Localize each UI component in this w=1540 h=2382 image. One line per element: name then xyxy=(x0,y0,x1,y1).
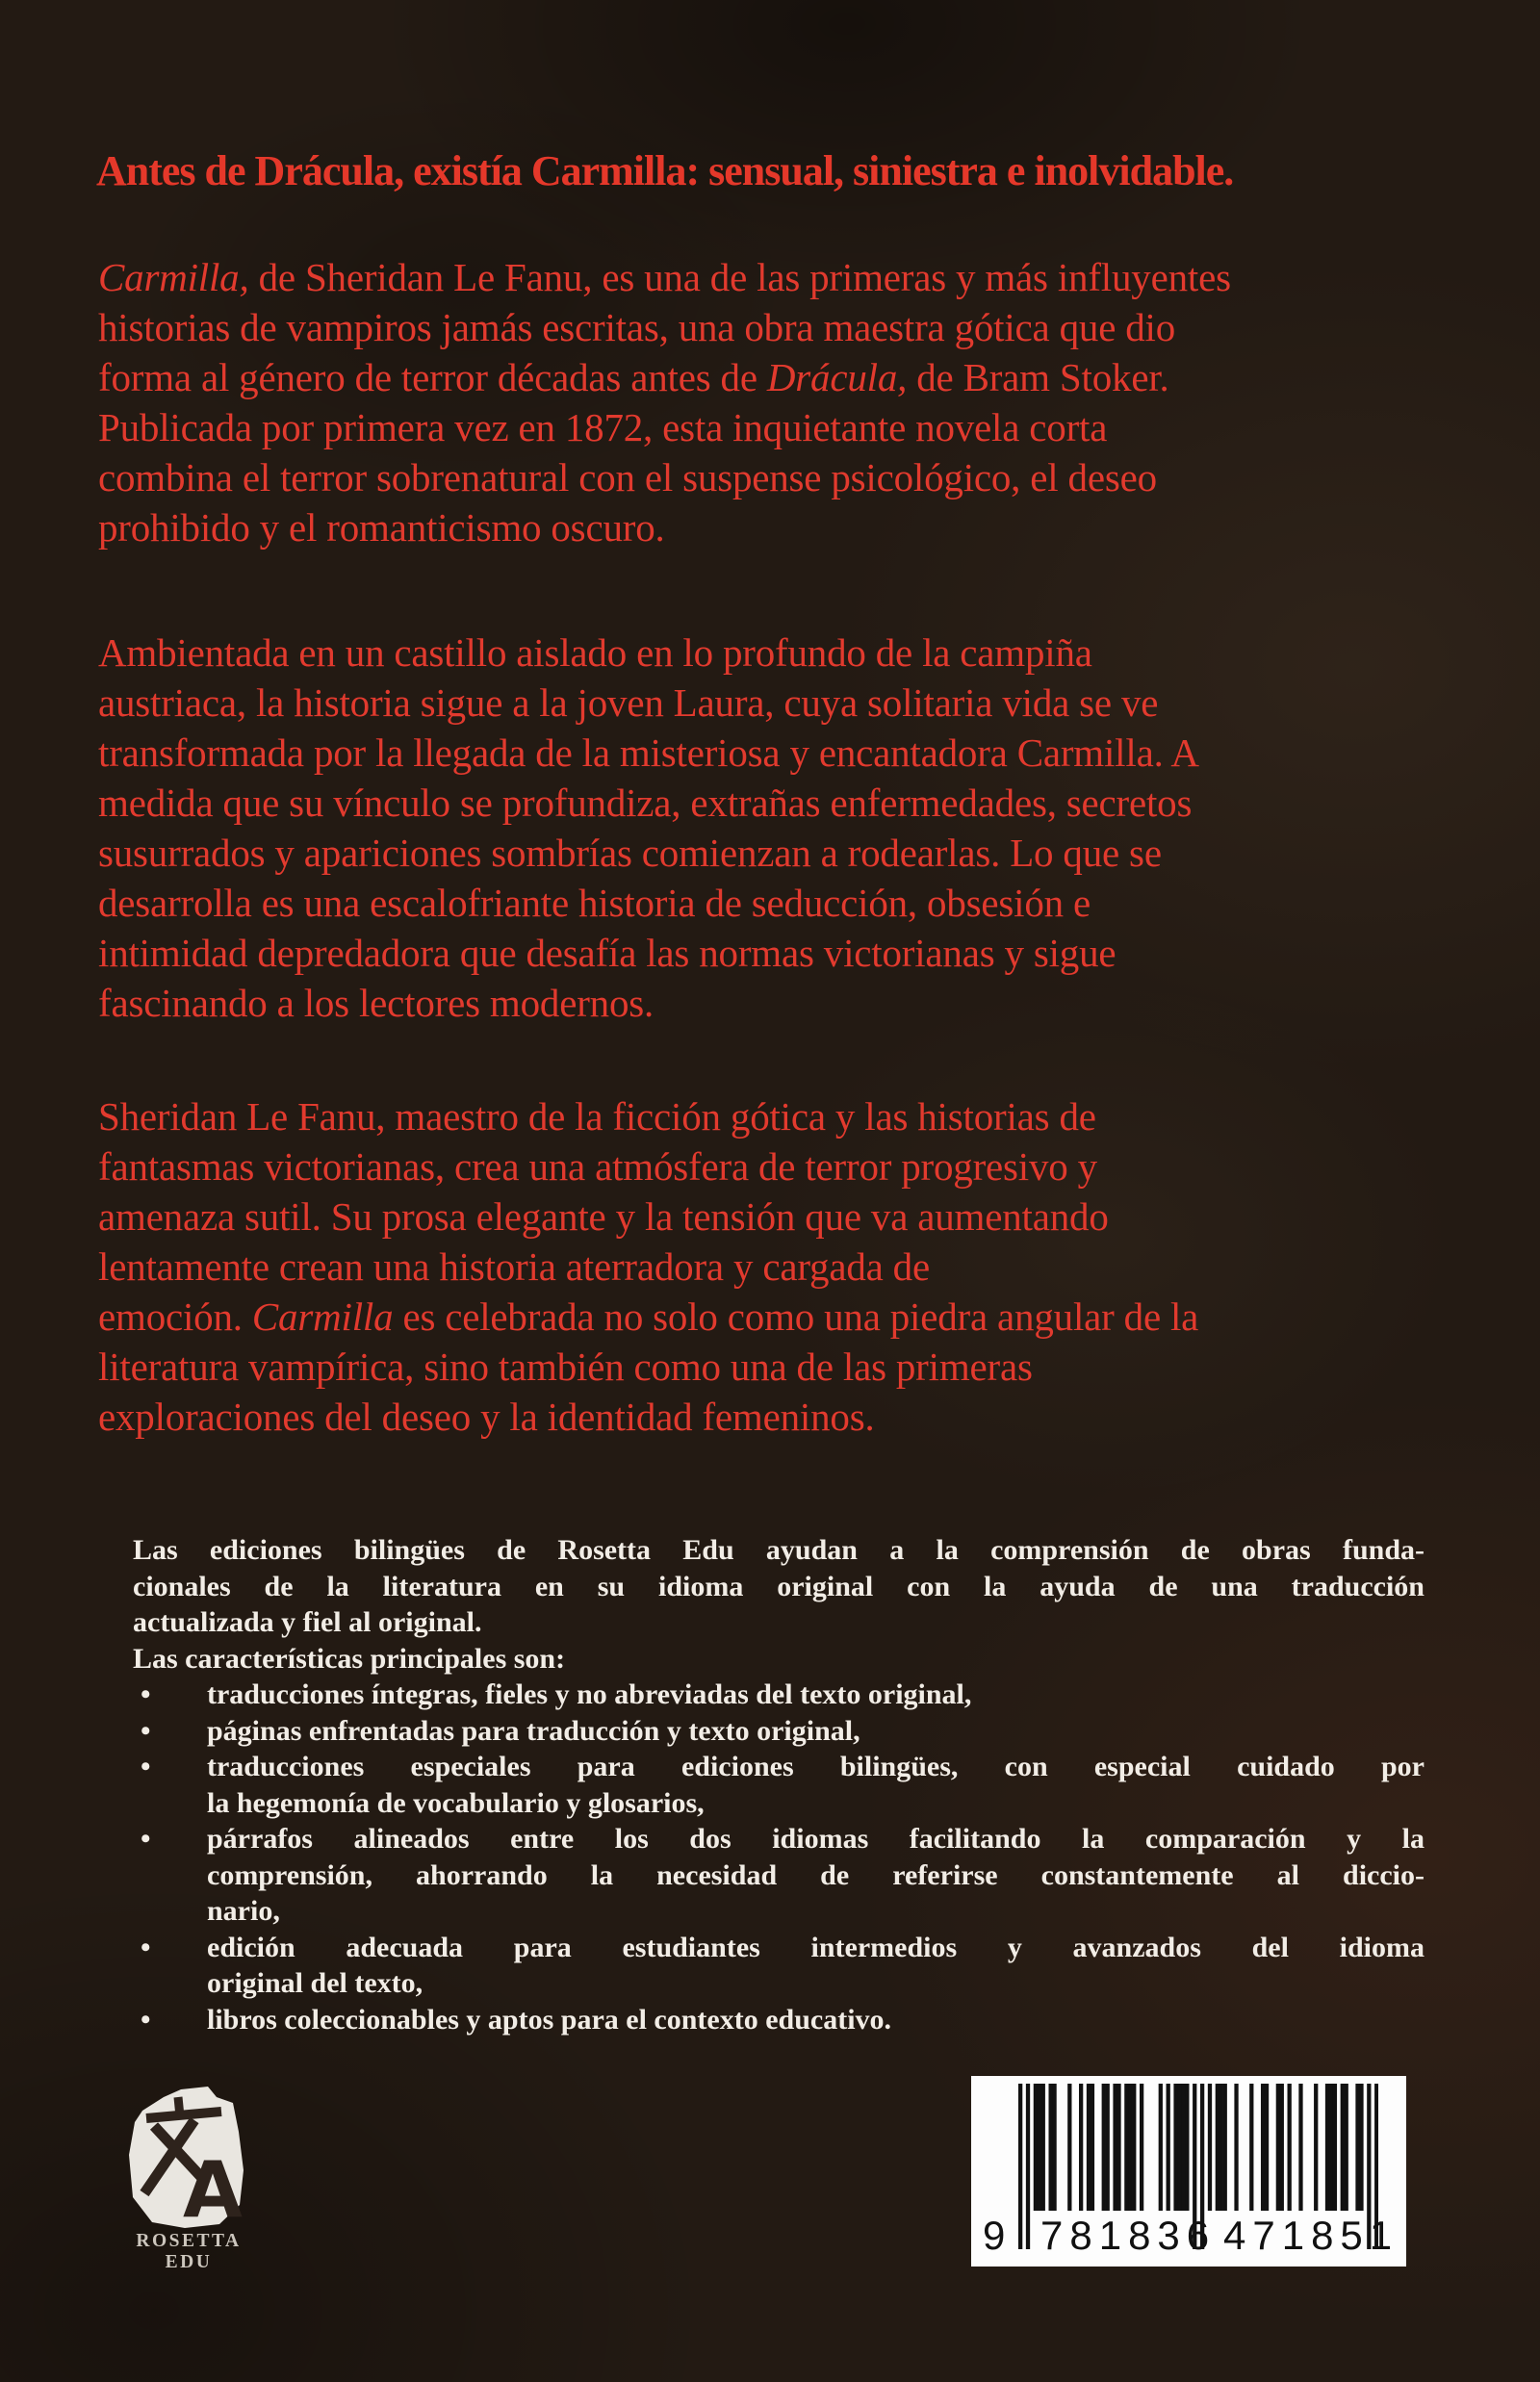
text-line: emoción. Carmilla es celebrada no solo como una piedra angular de la xyxy=(98,1294,1199,1339)
info-line xyxy=(133,1569,1424,1605)
svg-text:A: A xyxy=(183,2145,243,2234)
info-line xyxy=(133,1785,1424,1822)
text-line: intimidad depredadora que desafía las normas victorianas y sigue xyxy=(98,931,1116,975)
info-line-text: Las características principales son: xyxy=(133,1642,566,1675)
bullet-icon: • xyxy=(141,1678,151,1710)
text-line: Ambientada en un castillo aislado en lo profundo de la campiña xyxy=(98,630,1092,675)
info-line xyxy=(133,1893,1424,1930)
text-line: susurrados y apariciones sombrías comienzan a rodearlas. Lo que se xyxy=(98,831,1162,875)
bullet-item xyxy=(133,1749,1424,1785)
text-line: austriaca, la historia sigue a la joven Laura, cuya solitaria vida se ve xyxy=(98,680,1159,725)
text-line: lentamente crean una historia aterradora y cargada de xyxy=(98,1244,930,1289)
text-line: desarrolla es una escalofriante historia de seducción, obsesión e xyxy=(98,881,1091,925)
info-line-text: original del texto, xyxy=(207,1967,424,1999)
info-line xyxy=(133,1641,1424,1678)
text-line: combina el terror sobrenatural con el suspense psicológico, el deseo xyxy=(98,455,1157,499)
bullet-icon: • xyxy=(141,1931,151,1963)
info-line-text: Las ediciones bilingües de Rosetta Edu ayudan a la comprensión de obras funda- xyxy=(133,1534,1424,1566)
bullet-item xyxy=(133,2002,1424,2038)
info-line-text: libros coleccionables y aptos para el contexto educativo. xyxy=(207,2003,892,2036)
info-line-text: páginas enfrentadas para traducción y texto original, xyxy=(207,1714,860,1747)
text-line: amenaza sutil. Su prosa elegante y la tensión que va aumentando xyxy=(98,1194,1109,1239)
synopsis-paragraph xyxy=(98,1091,1469,1442)
bullet-item xyxy=(133,1713,1424,1750)
info-line-text: nario, xyxy=(207,1895,280,1927)
isbn-digit-group1: 781836 xyxy=(1040,2213,1217,2258)
text-line: Carmilla, de Sheridan Le Fanu, es una de las primeras y más influyentes xyxy=(98,255,1231,299)
bullet-icon: • xyxy=(141,1714,151,1747)
text-line: literatura vampírica, sino también como una de las primeras xyxy=(98,1345,1033,1389)
info-line xyxy=(133,1532,1424,1569)
info-line xyxy=(133,1604,1424,1641)
info-line-text: comprensión, ahorrando la necesidad de referirse constantemente al diccio- xyxy=(207,1858,1424,1891)
rosetta-edu-logo xyxy=(125,2082,252,2234)
translate-icon xyxy=(125,2082,252,2234)
text-line: medida que su vínculo se profundiza, extrañas enfermedades, secretos xyxy=(98,781,1193,825)
info-line-text: edición adecuada para estudiantes intermedios y avanzados del idioma xyxy=(207,1931,1424,1963)
text-line: fascinando a los lectores modernos. xyxy=(98,981,654,1025)
edition-info xyxy=(133,1532,1424,2037)
text-line: prohibido y el romanticismo oscuro. xyxy=(98,505,665,550)
text-line: forma al género de terror décadas antes de Drácula, de Bram Stoker. xyxy=(98,355,1169,399)
tagline: Antes de Drácula, existía Carmilla: sensual, siniestra e inolvidable. xyxy=(96,147,1234,194)
text-line: fantasmas victorianas, crea una atmósfera de terror progresivo y xyxy=(98,1144,1097,1189)
text-line: historias de vampiros jamás escritas, una obra maestra gótica que dio xyxy=(98,305,1176,349)
info-line-text: traducciones especiales para ediciones bilingües, con especial cuidado por xyxy=(207,1751,1424,1782)
isbn-barcode xyxy=(971,2076,1406,2267)
info-line-text: actualizada y fiel al original. xyxy=(133,1606,482,1638)
isbn-digit-group2: 471851 xyxy=(1223,2213,1399,2258)
info-line-text: la hegemonía de vocabulario y glosarios, xyxy=(207,1786,705,1819)
bullet-icon: • xyxy=(141,1751,151,1782)
text-line: transformada por la llegada de la misteriosa y encantadora Carmilla. A xyxy=(98,730,1199,775)
info-line xyxy=(133,1965,1424,2002)
bullet-icon: • xyxy=(141,2003,151,2036)
synopsis-paragraph xyxy=(98,628,1469,1028)
bullet-item xyxy=(133,1821,1424,1857)
info-line-text: cionales de la literatura en su idioma original con la ayuda de una traducción xyxy=(133,1570,1424,1602)
isbn-digit-lead: 9 xyxy=(983,2213,1006,2258)
bullet-item xyxy=(133,1677,1424,1713)
text-line: Sheridan Le Fanu, maestro de la ficción gótica y las historias de xyxy=(98,1094,1096,1139)
info-line-text: párrafos alineados entre los dos idiomas facilitando la comparación y la xyxy=(207,1823,1424,1855)
text-line: exploraciones del deseo y la identidad femeninos. xyxy=(98,1395,875,1439)
bullet-icon: • xyxy=(141,1823,151,1855)
info-line-text: traducciones íntegras, fieles y no abreviadas del texto original, xyxy=(207,1678,972,1710)
isbn-digits xyxy=(971,2213,1406,2259)
publisher-name: ROSETTA EDU xyxy=(136,2231,242,2272)
bullet-item xyxy=(133,1930,1424,1966)
text-line: Publicada por primera vez en 1872, esta inquietante novela corta xyxy=(98,405,1108,449)
synopsis-paragraph xyxy=(98,252,1469,552)
info-line xyxy=(133,1857,1424,1894)
